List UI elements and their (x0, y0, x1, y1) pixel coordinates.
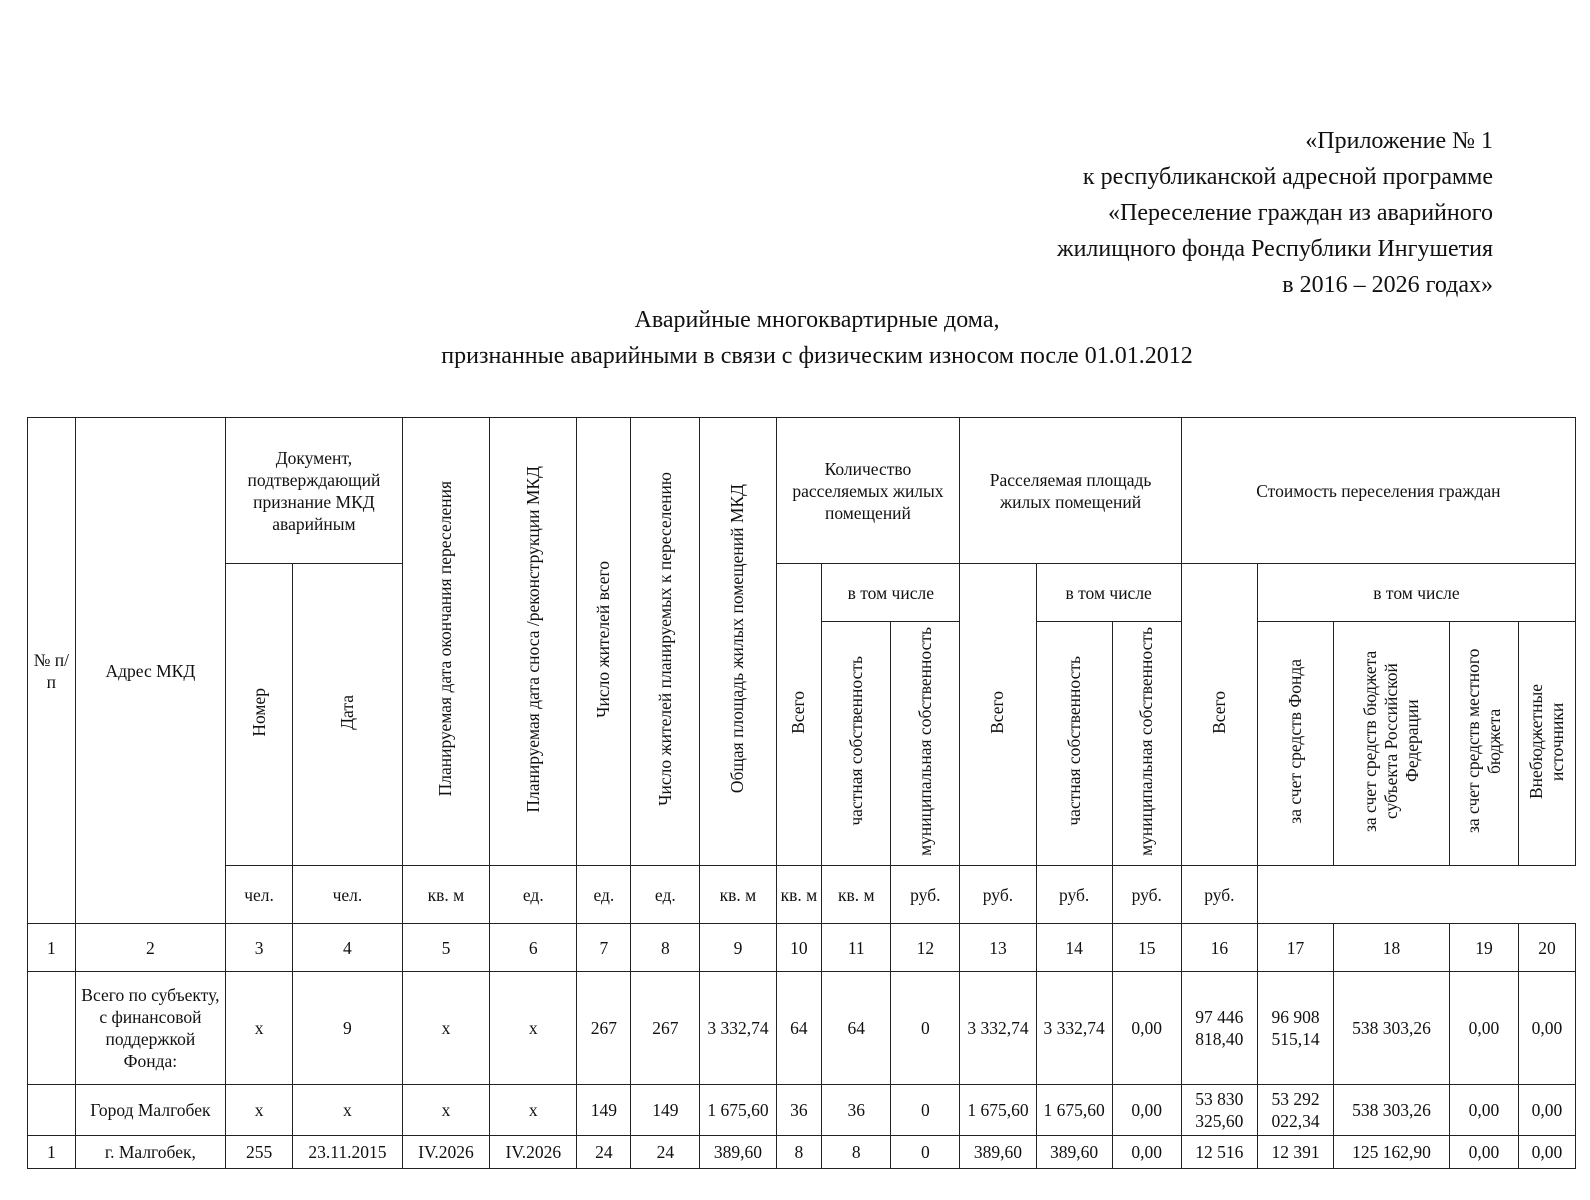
unit-cell: чел. (226, 866, 293, 924)
column-number: 18 (1334, 924, 1450, 972)
header-resettle-end: Планируемая дата окончания переселения (402, 418, 489, 866)
units-row (28, 866, 1576, 924)
table-cell: 0,00 (1449, 972, 1518, 1085)
unit-cell: ед. (631, 866, 700, 924)
column-number: 15 (1112, 924, 1181, 972)
table-cell: 1 675,60 (1036, 1085, 1112, 1136)
column-number: 2 (75, 924, 225, 972)
table-cell: 36 (822, 1085, 891, 1136)
column-number: 17 (1257, 924, 1333, 972)
appendix-line: в 2016 – 2026 годах» (1282, 272, 1493, 298)
unit-cell: руб. (891, 866, 960, 924)
row-no (28, 972, 76, 1085)
header-area-group: Расселяемая площадь жилых помещений (960, 418, 1181, 564)
header-document: Документ, подтверждающий признание МКД аварийным (226, 418, 403, 564)
table-cell: 0,00 (1112, 972, 1181, 1085)
table-cell: IV.2026 (402, 1136, 489, 1169)
table-cell: 23.11.2015 (293, 1136, 403, 1169)
table-cell: 0,00 (1518, 1136, 1575, 1169)
header-area-incl: в том числе (1036, 564, 1181, 622)
table-row (28, 972, 1576, 1085)
table-cell: 64 (776, 972, 822, 1085)
table-cell: 12 516 (1181, 1136, 1257, 1169)
table-row (28, 1136, 1576, 1169)
unit-cell: чел. (293, 866, 403, 924)
row-address: Город Малгобек (75, 1085, 225, 1136)
table-cell: 149 (577, 1085, 631, 1136)
column-number: 8 (631, 924, 700, 972)
header-row-1 (28, 418, 1576, 564)
table-cell: 149 (631, 1085, 700, 1136)
table-cell: х (226, 1085, 293, 1136)
table-cell: х (490, 972, 577, 1085)
header-residents-total: Число жителей всего (577, 418, 631, 866)
table-cell: 8 (822, 1136, 891, 1169)
table-cell: х (226, 972, 293, 1085)
table-cell: 12 391 (1257, 1136, 1333, 1169)
appendix-line: «Приложение № 1 (1305, 128, 1493, 154)
table-cell: 1 675,60 (960, 1085, 1036, 1136)
table-cell: 0,00 (1518, 1085, 1575, 1136)
header-cost-incl: в том числе (1257, 564, 1575, 622)
header-residents-planned: Число жителей планируемых к переселению (631, 418, 700, 866)
column-number: 19 (1449, 924, 1518, 972)
row-no: 1 (28, 1136, 76, 1169)
unit-cell: кв. м (402, 866, 489, 924)
row-address: Всего по субъекту, с финансовой поддержкой Фонда: (75, 972, 225, 1085)
header-address: Адрес МКД (75, 418, 225, 924)
header-rooms-municipal: муниципальная собственность (891, 622, 960, 866)
table-cell: х (402, 972, 489, 1085)
column-number: 3 (226, 924, 293, 972)
unit-cell: руб. (1112, 866, 1181, 924)
table-cell: 538 303,26 (1334, 972, 1450, 1085)
header-rooms-incl: в том числе (822, 564, 960, 622)
header-doc-date: Дата (293, 564, 403, 866)
appendix-line: к республиканской адресной программе (1082, 164, 1493, 190)
unit-cell: кв. м (776, 866, 822, 924)
column-number-row (28, 924, 1576, 972)
table-cell: 255 (226, 1136, 293, 1169)
table-cell: 0,00 (1449, 1085, 1518, 1136)
table-cell: 53 830 325,60 (1181, 1085, 1257, 1136)
column-number: 4 (293, 924, 403, 972)
header-cost-fund: за счет средств Фонда (1257, 622, 1333, 866)
table-cell: 0 (891, 972, 960, 1085)
table-cell: 1 675,60 (700, 1085, 776, 1136)
row-address: г. Малгобек, (75, 1136, 225, 1169)
header-no: № п/п (28, 418, 76, 924)
header-rooms-total: Всего (776, 564, 822, 866)
emergency-houses-table (27, 417, 1576, 1169)
unit-cell: ед. (490, 866, 577, 924)
column-number: 9 (700, 924, 776, 972)
header-cost-subject: за счет средств бюджета субъекта Российской Федерации (1334, 622, 1450, 866)
header-area-total: Всего (960, 564, 1036, 866)
column-number: 16 (1181, 924, 1257, 972)
header-cost-extra: Внебюджетные источники (1518, 622, 1575, 866)
table-cell: 0,00 (1112, 1085, 1181, 1136)
table-cell: х (402, 1085, 489, 1136)
appendix-heading (1057, 123, 1493, 303)
appendix-line: «Переселение граждан из аварийного (1107, 200, 1493, 226)
column-number: 12 (891, 924, 960, 972)
table-cell: 96 908 515,14 (1257, 972, 1333, 1085)
header-cost-local: за счет средств местного бюджета (1449, 622, 1518, 866)
header-cost-group: Стоимость переселения граждан (1181, 418, 1575, 564)
header-total-area: Общая площадь жилых помещений МКД (700, 418, 776, 866)
table-cell: 9 (293, 972, 403, 1085)
table-cell: 3 332,74 (700, 972, 776, 1085)
table-cell: х (490, 1085, 577, 1136)
table-row (28, 1085, 1576, 1136)
row-no (28, 1085, 76, 1136)
table-cell: х (293, 1085, 403, 1136)
header-rooms-group: Количество расселяемых жилых помещений (776, 418, 960, 564)
table-cell: 36 (776, 1085, 822, 1136)
document-title (0, 302, 1590, 374)
table-cell: 0 (891, 1136, 960, 1169)
table-cell: 3 332,74 (960, 972, 1036, 1085)
table-cell: 53 292 022,34 (1257, 1085, 1333, 1136)
title-line-2: признанные аварийными в связи с физическим износом после 01.01.2012 (441, 343, 1193, 369)
header-area-municipal: муниципальная собственность (1112, 622, 1181, 866)
column-number: 5 (402, 924, 489, 972)
table-cell: 389,60 (700, 1136, 776, 1169)
table-cell: 389,60 (1036, 1136, 1112, 1169)
appendix-line: жилищного фонда Республики Ингушетия (1057, 236, 1493, 262)
table-cell: 24 (631, 1136, 700, 1169)
header-demolish: Планируемая дата сноса /реконструкции МКД (490, 418, 577, 866)
unit-cell: кв. м (822, 866, 891, 924)
header-rooms-private: частная собственность (822, 622, 891, 866)
table-cell: IV.2026 (490, 1136, 577, 1169)
header-cost-total: Всего (1181, 564, 1257, 866)
column-number: 6 (490, 924, 577, 972)
header-area-private: частная собственность (1036, 622, 1112, 866)
unit-cell: ед. (577, 866, 631, 924)
table-cell: 125 162,90 (1334, 1136, 1450, 1169)
table-cell: 97 446 818,40 (1181, 972, 1257, 1085)
column-number: 10 (776, 924, 822, 972)
table-cell: 0,00 (1518, 972, 1575, 1085)
title-line-1: Аварийные многоквартирные дома, (634, 307, 1000, 333)
header-doc-number: Номер (226, 564, 293, 866)
table-cell: 538 303,26 (1334, 1085, 1450, 1136)
table-cell: 64 (822, 972, 891, 1085)
column-number: 14 (1036, 924, 1112, 972)
column-number: 7 (577, 924, 631, 972)
unit-cell: руб. (1181, 866, 1257, 924)
table-cell: 3 332,74 (1036, 972, 1112, 1085)
table-cell: 389,60 (960, 1136, 1036, 1169)
table-cell: 0,00 (1112, 1136, 1181, 1169)
table-cell: 0 (891, 1085, 960, 1136)
table-cell: 0,00 (1449, 1136, 1518, 1169)
header-row-2 (28, 564, 1576, 622)
table-cell: 24 (577, 1136, 631, 1169)
column-number: 13 (960, 924, 1036, 972)
unit-cell: руб. (960, 866, 1036, 924)
column-number: 1 (28, 924, 76, 972)
table-cell: 267 (631, 972, 700, 1085)
unit-cell: руб. (1036, 866, 1112, 924)
table-cell: 8 (776, 1136, 822, 1169)
column-number: 20 (1518, 924, 1575, 972)
column-number: 11 (822, 924, 891, 972)
table-cell: 267 (577, 972, 631, 1085)
unit-cell: кв. м (700, 866, 776, 924)
